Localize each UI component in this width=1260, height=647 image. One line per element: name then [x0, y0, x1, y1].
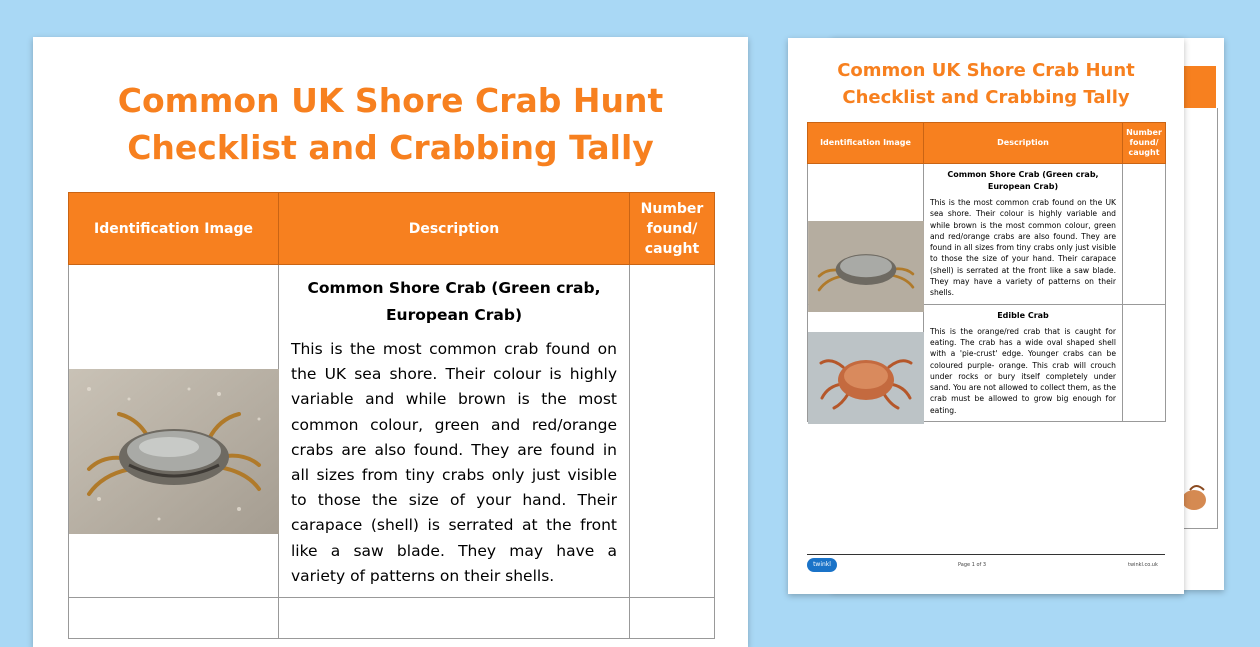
preview-header-number-found: Number found/ caught [1123, 123, 1166, 164]
back-page-table-edge [1180, 108, 1218, 529]
back-page-crab-image [1184, 478, 1208, 518]
preview-description-cell [924, 304, 1123, 421]
preview-crab-name: Common Shore Crab (Green crab, European Crab) [947, 170, 1099, 191]
crab-checklist-table [68, 192, 715, 639]
preview-edible-crab-photo [808, 332, 924, 424]
preview-tally-cell[interactable] [1123, 164, 1166, 305]
preview-worksheet-page [788, 38, 1184, 594]
title-line-2: Checklist and Crabbing Tally [127, 128, 654, 167]
preview-header-description: Description [924, 123, 1123, 164]
preview-title-line-2: Checklist and Crabbing Tally [842, 87, 1130, 108]
table-row [808, 164, 1166, 305]
table-row [69, 265, 715, 598]
header-number-found: Number found/ caught [630, 193, 715, 265]
preview-header-identification-image: Identification Image [808, 123, 924, 164]
footer-website: twinkl.co.uk [1128, 562, 1158, 568]
table-row [69, 598, 715, 639]
preview-image-cell [808, 304, 924, 421]
shore-crab-photo [69, 369, 279, 534]
tally-cell[interactable] [630, 265, 715, 598]
title-line-1: Common UK Shore Crab Hunt [117, 81, 664, 120]
image-cell [69, 598, 279, 639]
preview-page-title [788, 57, 1184, 111]
preview-crab-name: Edible Crab [997, 310, 1049, 320]
main-worksheet-page [33, 37, 748, 647]
preview-crab-description: This is the most common crab found on the UK sea shore. Their colour is highly variable and while brown is the most common colour, green and red/orange crabs are also found. They are found in all sizes from tiny crabs only just visible to those the size of your hand. Their carapace (shell) is serrated at the front like a saw blade. They may have a variety of patterns on their shells. [930, 198, 1116, 298]
preview-shore-crab-photo [808, 221, 924, 312]
crab-description: This is the most common crab found on the UK sea shore. Their colour is highly variable and while brown is the most common colour, green and red/orange crabs are also found. They are found in all sizes from tiny crabs only just visible to those the size of your hand. Their carapace (shell) is serrated at the front like a saw blade. They may have a variety of patterns on their shells. [291, 340, 617, 585]
back-page-header-strip [1180, 66, 1216, 108]
table-header-row [69, 193, 715, 265]
description-cell [279, 598, 630, 639]
tally-cell[interactable] [630, 598, 715, 639]
footer-divider [807, 554, 1165, 555]
description-cell [279, 265, 630, 598]
preview-crab-checklist-table [807, 122, 1166, 422]
preview-crab-description: This is the orange/red crab that is caught for eating. The crab has a wide oval shaped shell with a 'pie-crust' edge. Younger crabs can be coloured purple- orange. This crab will crouch under rocks or bury itself completely under sand. You are not allowed to collect them, as the crab must be allowed to grow big enough for eating. [930, 326, 1116, 415]
header-identification-image: Identification Image [69, 193, 279, 265]
preview-title-line-1: Common UK Shore Crab Hunt [837, 60, 1135, 81]
twinkl-logo: twinkl [807, 558, 837, 572]
preview-image-cell [808, 164, 924, 305]
page-title [33, 77, 748, 171]
image-cell [69, 265, 279, 598]
preview-table-header-row [808, 123, 1166, 164]
table-row [808, 304, 1166, 421]
footer-page-number: Page 1 of 3 [958, 562, 987, 568]
preview-description-cell [924, 164, 1123, 305]
header-description: Description [279, 193, 630, 265]
crab-name: Common Shore Crab (Green crab, European Crab) [307, 279, 601, 324]
preview-tally-cell[interactable] [1123, 304, 1166, 421]
